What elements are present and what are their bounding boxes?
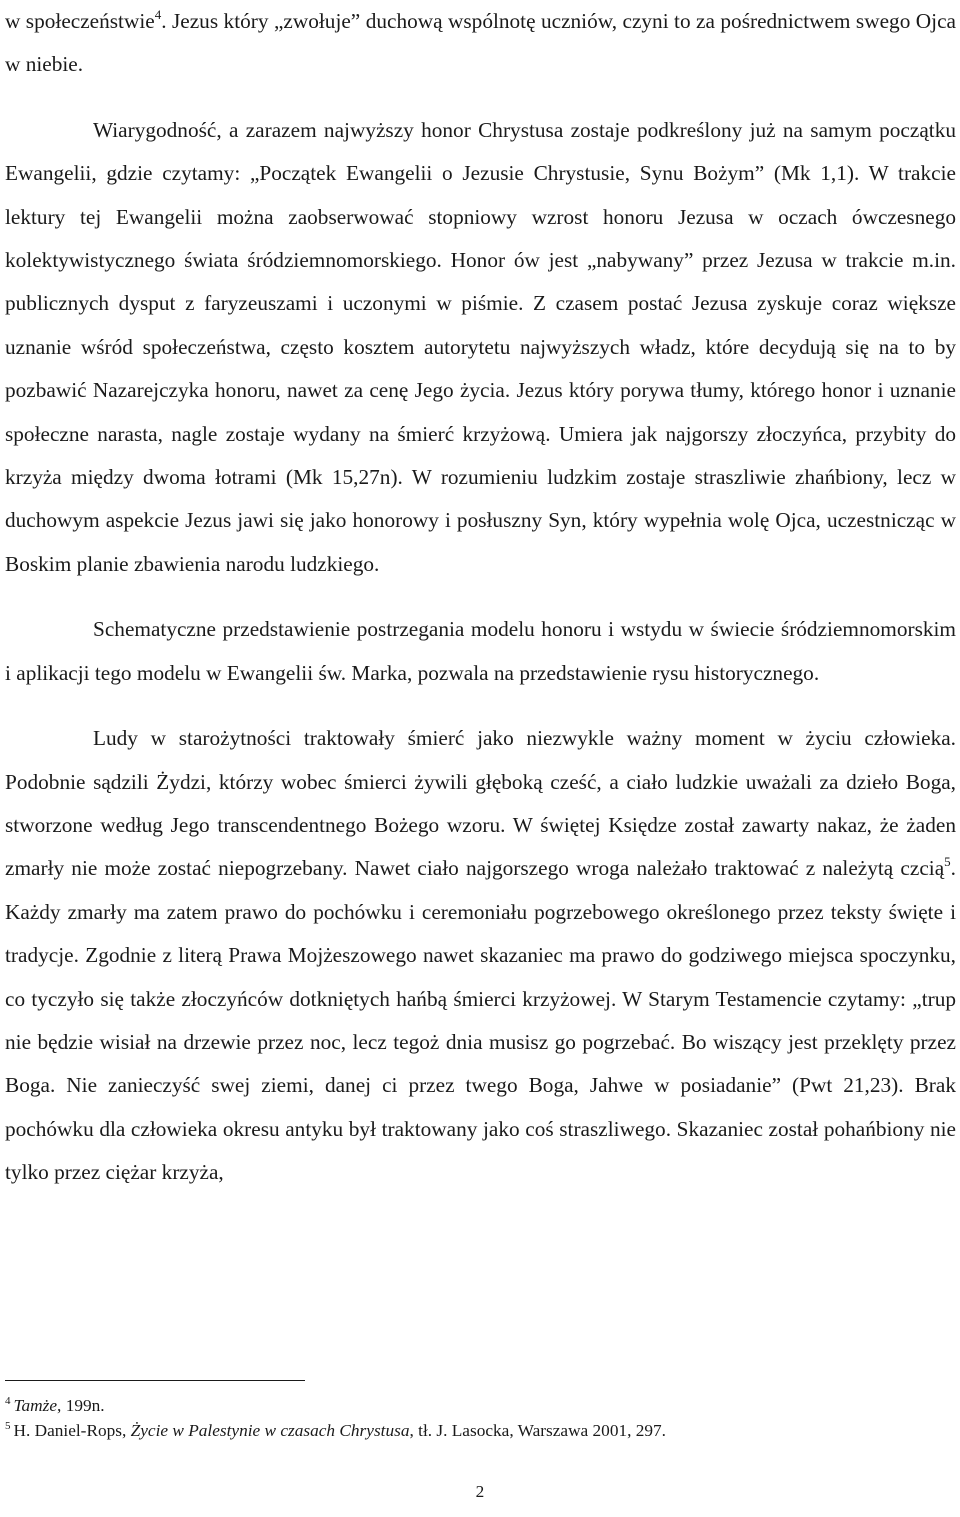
paragraph-4-text-end: . Każdy zmarły ma zatem prawo do pochówku i ceremoniału pogrzebowego określonego przez teksty święte i tradycje. Zgodnie z literą Prawa Mojżeszowego nawet skazaniec ma prawo do godziwego miejsca spoczynku, co tyczyło się także złoczyńców dotkniętych hańbą śmierci krzyżowej. W Starym Testamencie czytamy: „trup nie będzie wisiał na drzewie przez noc, lecz tegoż dnia musisz go pogrzebać. Bo wiszący jest przeklęty przez Boga. Nie zanieczyść swej ziemi, danej ci przez twego Boga, Jahwe w posiadanie” (Pwt 21,23). Brak pochówku dla człowieka okresu antyku był traktowany jako coś straszliwego. Skazaniec został pohańbiony nie tylko przez ciężar krzyża, (5, 856, 956, 1185)
paragraph-3: Schematyczne przedstawienie postrzegania modelu honoru i wstydu w świecie śródziemnomorskim i aplikacji tego modelu w Ewangelii św. Marka, pozwala na przedstawienie rysu historycznego. (5, 617, 956, 685)
footnote-number: 4 (5, 1395, 11, 1407)
footnote-4 (5, 1393, 945, 1418)
footnote-separator (5, 1380, 305, 1381)
footnote-author: H. Daniel-Rops, (13, 1421, 131, 1440)
footnote-5 (5, 1418, 945, 1443)
footnote-title: Życie w Palestynie w czasach Chrystusa (130, 1421, 410, 1440)
paragraph-1-text-start: w społeczeństwie (5, 9, 155, 33)
footnote-title: Tamże (13, 1396, 58, 1415)
paragraph-1 (5, 0, 956, 87)
page-number: 2 (475, 1482, 485, 1501)
paragraph-4-text-start: Ludy w starożytności traktowały śmierć jako niezwykle ważny moment w życiu człowieka. Podobnie sądzili Żydzi, którzy wobec śmierci żywili głęboką cześć, a ciało ludzkie uważali za dzieło Boga, stworzone według Jego transcendentnego Bożego wzoru. W świętej Księdze został zawarty nakaz, że żaden zmarły nie może zostać niepogrzebany. Nawet ciało najgorszego wroga należało traktować z należytą czcią (5, 726, 956, 881)
paragraph-4 (5, 717, 956, 1194)
footnote-text: , 199n. (57, 1396, 105, 1415)
footnote-number: 5 (5, 1420, 11, 1432)
body-text (5, 0, 956, 1195)
footnote-ref-4[interactable]: 4 (154, 7, 162, 22)
footnote-text: , tł. J. Lasocka, Warszawa 2001, 297. (409, 1421, 666, 1440)
footnotes (5, 1393, 945, 1443)
paragraph-2: Wiarygodność, a zarazem najwyższy honor Chrystusa zostaje podkreślony już na samym początku Ewangelii, gdzie czytamy: „Początek Ewangelii o Jezusie Chrystusie, Synu Bożym” (Mk 1,1). W trakcie lektury tej Ewangelii można zaobserwować stopniowy wzrost honoru Jezusa w oczach ówczesnego kolektywistycznego świata śródziemnomorskiego. Honor ów jest „nabywany” przez Jezusa w trakcie m.in. publicznych dysput z faryzeuszami i uczonymi w piśmie. Z czasem postać Jezusa zyskuje coraz większe uznanie wśród społeczeństwa, często kosztem autorytetu najwyższych władz, które decydują się na to by pozbawić Nazarejczyka honoru, nawet za cenę Jego życia. Jezus który porywa tłumy, którego honor i uznanie społeczne narasta, nagle zostaje wydany na śmierć krzyżową. Umiera jak najgorszy złoczyńca, przybity do krzyża między dwoma łotrami (Mk 15,27n). W rozumieniu ludzkim zostaje straszliwie zhańbiony, lecz w duchowym aspekcie Jezus jawi się jako honorowy i posłuszny Syn, który wypełnia wolę Ojca, uczestnicząc w Boskim planie zbawienia narodu ludzkiego. (5, 117, 956, 576)
footnote-ref-5[interactable]: 5 (944, 854, 951, 870)
paragraph-1-text-end: . Jezus który „zwołuje” duchową wspólnotę uczniów, czyni to za pośrednictwem swego Ojca w niebie. (5, 9, 956, 77)
